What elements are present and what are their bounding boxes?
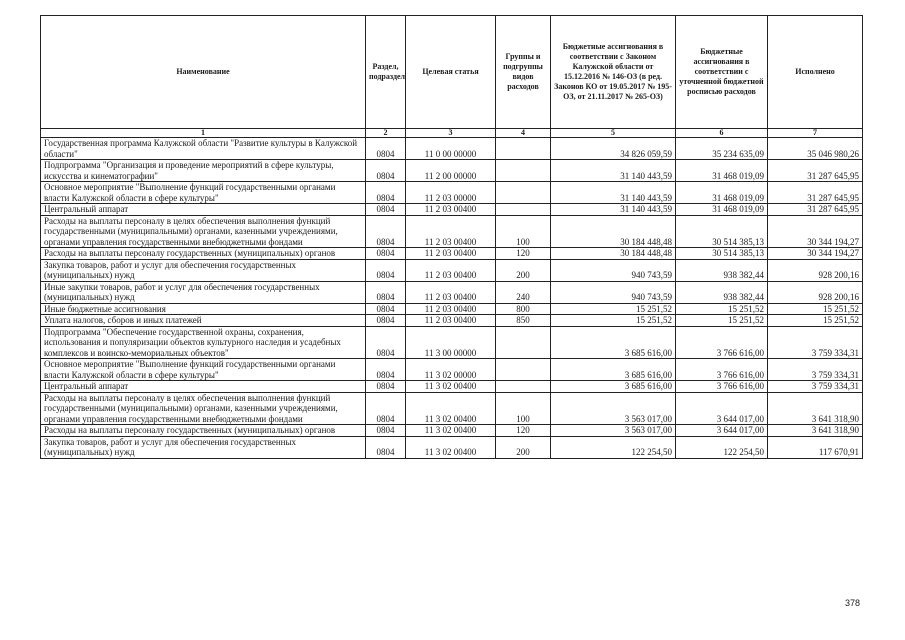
row-target: 11 2 03 00400 [406,315,496,327]
row-executed-amount: 928 200,16 [768,259,863,281]
row-group: 200 [496,259,551,281]
row-section: 0804 [366,215,406,248]
budget-report-page [40,15,862,459]
row-target: 11 3 02 00000 [406,359,496,381]
row-law-amount: 30 184 448,48 [551,215,676,248]
row-law-amount: 15 251,52 [551,315,676,327]
row-refined-amount: 3 766 616,00 [676,381,768,393]
row-target: 11 2 00 00000 [406,160,496,182]
column-number: 5 [551,129,676,138]
row-refined-amount: 3 644 017,00 [676,392,768,425]
table-row [41,381,863,393]
row-executed-amount: 3 759 334,31 [768,326,863,359]
row-executed-amount: 15 251,52 [768,315,863,327]
row-target: 11 2 03 00400 [406,281,496,303]
column-number: 2 [366,129,406,138]
row-name: Основное мероприятие "Выполнение функций государственными органами власти Калужской области в сфере культуры" [41,182,366,204]
row-name: Основное мероприятие "Выполнение функций государственными органами власти Калужской области в сфере культуры" [41,359,366,381]
table-row [41,315,863,327]
row-section: 0804 [366,248,406,260]
row-section: 0804 [366,315,406,327]
column-number: 1 [41,129,366,138]
row-executed-amount: 3 641 318,90 [768,425,863,437]
row-law-amount: 940 743,59 [551,281,676,303]
row-executed-amount: 3 641 318,90 [768,392,863,425]
row-law-amount: 940 743,59 [551,259,676,281]
row-section: 0804 [366,392,406,425]
row-section: 0804 [366,359,406,381]
row-name: Центральный аппарат [41,204,366,216]
row-refined-amount: 3 766 616,00 [676,326,768,359]
row-name: Уплата налогов, сборов и иных платежей [41,315,366,327]
budget-execution-table [40,15,863,459]
row-refined-amount: 30 514 385,13 [676,215,768,248]
header-name: Наименование [41,16,366,129]
header-refined-allocations: Бюджетные ассигнования в соответствии с уточненной бюджетной росписью расходов [676,16,768,129]
row-group [496,381,551,393]
row-name: Государственная программа Калужской области "Развитие культуры в Калужской области" [41,138,366,160]
column-number: 4 [496,129,551,138]
header-law-allocations: Бюджетные ассигнования в соответствии с Законом Калужской области от 15.12.2016 № 146-ОЗ (в ред. Законов КО от 19.05.2017 № 195-ОЗ, от 21.11.2017 № 265-ОЗ) [551,16,676,129]
row-target: 11 2 03 00400 [406,259,496,281]
row-name: Расходы на выплаты персоналу государственных (муниципальных) органов [41,425,366,437]
table-row [41,281,863,303]
row-law-amount: 3 563 017,00 [551,392,676,425]
row-law-amount: 31 140 443,59 [551,160,676,182]
table-row [41,138,863,160]
row-section: 0804 [366,182,406,204]
row-law-amount: 122 254,50 [551,436,676,458]
row-group: 100 [496,392,551,425]
row-law-amount: 15 251,52 [551,303,676,315]
row-name: Подпрограмма "Обеспечение государственной охраны, сохранения, использования и популяризации объектов культурного наследия и усадебных комплексов и воинско-мемориальных объектов" [41,326,366,359]
row-target: 11 2 03 00400 [406,215,496,248]
page-number: 378 [845,598,861,608]
row-executed-amount: 30 344 194,27 [768,248,863,260]
row-executed-amount: 31 287 645,95 [768,204,863,216]
column-number: 6 [676,129,768,138]
row-section: 0804 [366,326,406,359]
row-law-amount: 3 685 616,00 [551,381,676,393]
row-executed-amount: 31 287 645,95 [768,182,863,204]
row-target: 11 3 02 00400 [406,381,496,393]
row-refined-amount: 31 468 019,09 [676,204,768,216]
row-refined-amount: 3 766 616,00 [676,359,768,381]
row-refined-amount: 15 251,52 [676,315,768,327]
row-executed-amount: 117 670,91 [768,436,863,458]
row-section: 0804 [366,381,406,393]
row-refined-amount: 938 382,44 [676,259,768,281]
row-group [496,204,551,216]
row-target: 11 2 03 00400 [406,248,496,260]
table-header-row [41,16,863,129]
row-section: 0804 [366,425,406,437]
row-executed-amount: 15 251,52 [768,303,863,315]
table-row [41,436,863,458]
row-refined-amount: 31 468 019,09 [676,182,768,204]
row-target: 11 3 00 00000 [406,326,496,359]
table-row [41,215,863,248]
row-section: 0804 [366,259,406,281]
table-row [41,326,863,359]
row-law-amount: 3 685 616,00 [551,359,676,381]
row-executed-amount: 3 759 334,31 [768,359,863,381]
row-name: Расходы на выплаты персоналу в целях обеспечения выполнения функций государственными (муниципальными) органами, казенными учреждениями, органами управления государственными внебюджетными фондами [41,392,366,425]
table-row [41,259,863,281]
row-group: 240 [496,281,551,303]
row-executed-amount: 30 344 194,27 [768,215,863,248]
row-section: 0804 [366,160,406,182]
row-target: 11 3 02 00400 [406,392,496,425]
row-refined-amount: 938 382,44 [676,281,768,303]
table-row [41,425,863,437]
row-target: 11 3 02 00400 [406,436,496,458]
row-target: 11 2 03 00400 [406,204,496,216]
table-row [41,392,863,425]
row-group: 100 [496,215,551,248]
row-refined-amount: 30 514 385,13 [676,248,768,260]
row-name: Иные бюджетные ассигнования [41,303,366,315]
row-law-amount: 30 184 448,48 [551,248,676,260]
row-group: 120 [496,248,551,260]
row-executed-amount: 35 046 980,26 [768,138,863,160]
row-group [496,182,551,204]
table-row [41,204,863,216]
column-number: 7 [768,129,863,138]
row-executed-amount: 928 200,16 [768,281,863,303]
row-group: 120 [496,425,551,437]
row-section: 0804 [366,281,406,303]
row-law-amount: 3 685 616,00 [551,326,676,359]
row-group: 800 [496,303,551,315]
row-name: Центральный аппарат [41,381,366,393]
row-section: 0804 [366,303,406,315]
row-section: 0804 [366,204,406,216]
row-executed-amount: 31 287 645,95 [768,160,863,182]
row-target: 11 3 02 00400 [406,425,496,437]
row-law-amount: 34 826 059,59 [551,138,676,160]
row-refined-amount: 3 644 017,00 [676,425,768,437]
table-row [41,160,863,182]
row-refined-amount: 31 468 019,09 [676,160,768,182]
column-number: 3 [406,129,496,138]
row-group [496,160,551,182]
row-group: 850 [496,315,551,327]
row-refined-amount: 15 251,52 [676,303,768,315]
row-executed-amount: 3 759 334,31 [768,381,863,393]
row-refined-amount: 35 234 635,09 [676,138,768,160]
row-group [496,326,551,359]
row-group [496,359,551,381]
header-expense-groups: Группы и подгруппы видов расходов [496,16,551,129]
table-row [41,303,863,315]
row-name: Расходы на выплаты персоналу государственных (муниципальных) органов [41,248,366,260]
header-section: Раздел, подраздел [366,16,406,129]
row-name: Расходы на выплаты персоналу в целях обеспечения выполнения функций государственными (муниципальными) органами, казенными учреждениями, органами управления государственными внебюджетными фондами [41,215,366,248]
row-name: Закупка товаров, работ и услуг для обеспечения государственных (муниципальных) нужд [41,259,366,281]
row-group: 200 [496,436,551,458]
row-law-amount: 31 140 443,59 [551,182,676,204]
column-number-row [41,129,863,138]
row-name: Закупка товаров, работ и услуг для обеспечения государственных (муниципальных) нужд [41,436,366,458]
row-target: 11 2 03 00000 [406,182,496,204]
header-target-article: Целевая статья [406,16,496,129]
row-section: 0804 [366,138,406,160]
row-name: Подпрограмма "Организация и проведение мероприятий в сфере культуры, искусства и кинематографии" [41,160,366,182]
row-law-amount: 31 140 443,59 [551,204,676,216]
row-target: 11 2 03 00400 [406,303,496,315]
header-executed: Исполнено [768,16,863,129]
row-law-amount: 3 563 017,00 [551,425,676,437]
table-row [41,359,863,381]
row-section: 0804 [366,436,406,458]
row-target: 11 0 00 00000 [406,138,496,160]
table-row [41,248,863,260]
row-refined-amount: 122 254,50 [676,436,768,458]
row-group [496,138,551,160]
row-name: Иные закупки товаров, работ и услуг для обеспечения государственных (муниципальных) нужд [41,281,366,303]
table-row [41,182,863,204]
